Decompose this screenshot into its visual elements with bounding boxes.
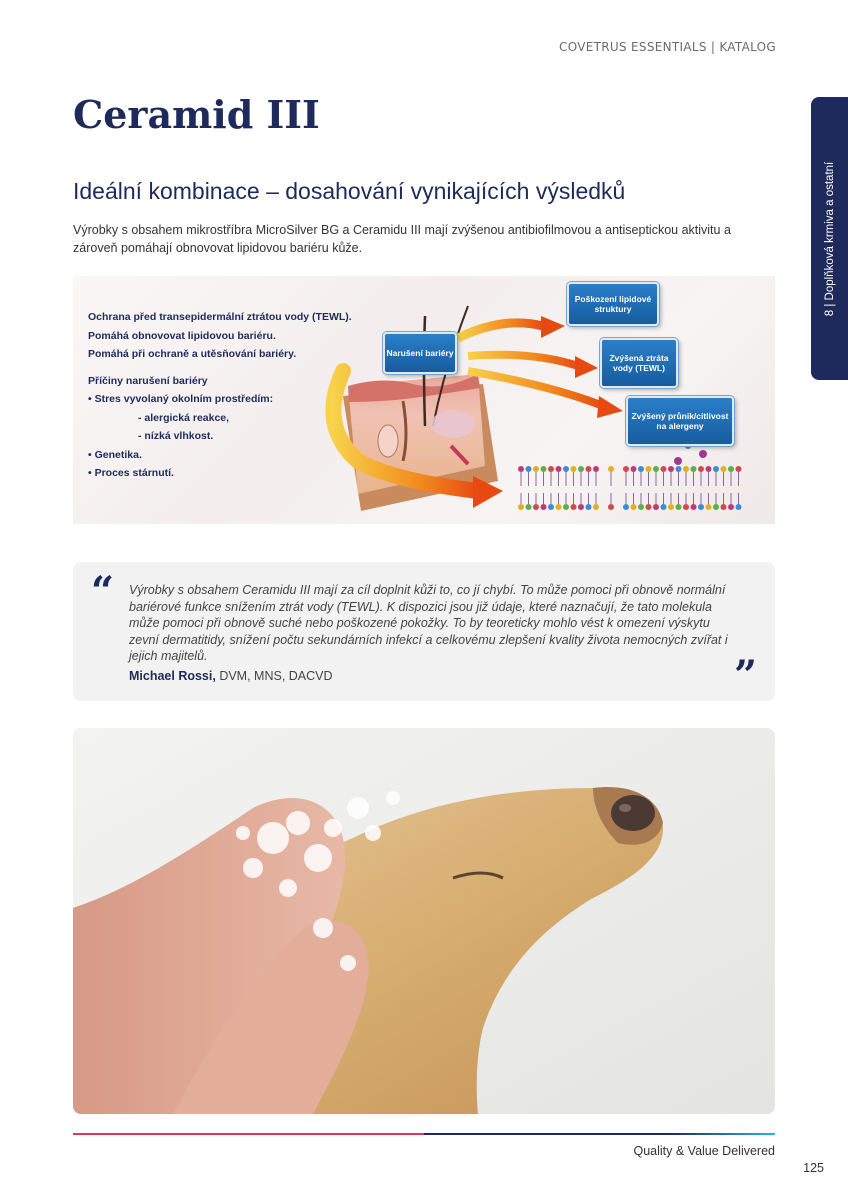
- cause-subitem: - nízká vlhkost.: [138, 430, 214, 442]
- intro-paragraph: Výrobky s obsahem mikrostříbra MicroSilver BG a Ceramidu III mají zvýšenou antibiofilmovou a antiseptickou aktivitu a zároveň pomáhají obnovovat lipidovou bariéru kůže.: [73, 223, 731, 255]
- benefit-line: Pomáhá obnovovat lipidovou bariéru.: [88, 329, 276, 342]
- side-tab-label: 8 | Doplňková krmiva a ostatní: [823, 161, 836, 316]
- footer-divider: [73, 1133, 775, 1135]
- author-name: Michael Rossi,: [129, 669, 216, 683]
- cause-subitem: - alergická reakce,: [138, 411, 230, 424]
- allergen-box: Zvýšený průnik/citlivost na alergeny: [626, 396, 734, 446]
- dog-bathing-photo: [73, 728, 775, 1114]
- page-subtitle: Ideální kombinace – dosahování vynikajících výsledků: [73, 178, 626, 204]
- causes-title: Příčiny narušení bariéry: [88, 374, 208, 387]
- page-number: 125: [803, 1161, 824, 1175]
- lipid-damage-box: Poškození lipidové struktury: [567, 282, 659, 326]
- cause-item: • Genetika.: [88, 448, 142, 461]
- section-side-tab[interactable]: [811, 97, 848, 380]
- page-title: Ceramid III: [73, 92, 320, 137]
- water-loss-box: Zvýšená ztráta vody (TEWL): [600, 338, 678, 388]
- footer-tagline: Quality & Value Delivered: [633, 1144, 775, 1158]
- cause-item: • Proces stárnutí.: [88, 467, 174, 479]
- lipid-bilayer-graphic: [518, 443, 742, 510]
- infographic-text: [88, 308, 352, 483]
- open-quote-icon: “: [91, 568, 115, 615]
- cause-item: • Stres vyvolaný okolním prostředím:: [88, 393, 274, 405]
- expert-quote: [73, 562, 775, 701]
- skin-barrier-infographic: [73, 276, 775, 524]
- quote-text: Výrobky s obsahem Ceramidu III mají za cíl doplnit kůži to, co jí chybí. To může pomoci při obnově normální bariérové funkce snížením ztrát vody (TEWL). K dispozici jsou již údaje, které naznačují, že tato molekula může pomoci při obnově suché nebo poškozené pokožky. To by teoreticky mohlo vést k omezení výskytu zevní dermatitidy, snížení počtu sekundárních infekcí a celkovému zlepšení kvality života nemocných zvířat i jejich majitelů.: [129, 583, 728, 663]
- catalog-header: COVETRUS ESSENTIALS | KATALOG: [559, 40, 776, 54]
- barrier-disruption-box: Narušení bariéry: [383, 332, 457, 374]
- quote-author: [129, 669, 333, 683]
- dog-photo-illustration: [73, 728, 775, 1114]
- author-credentials: DVM, MNS, DACVD: [215, 669, 333, 683]
- benefit-line: Ochrana před transepidermální ztrátou vody (TEWL).: [88, 311, 352, 323]
- close-quote-icon: ”: [733, 652, 757, 699]
- benefit-line: Pomáhá při ochraně a utěsňování bariéry.: [88, 348, 297, 360]
